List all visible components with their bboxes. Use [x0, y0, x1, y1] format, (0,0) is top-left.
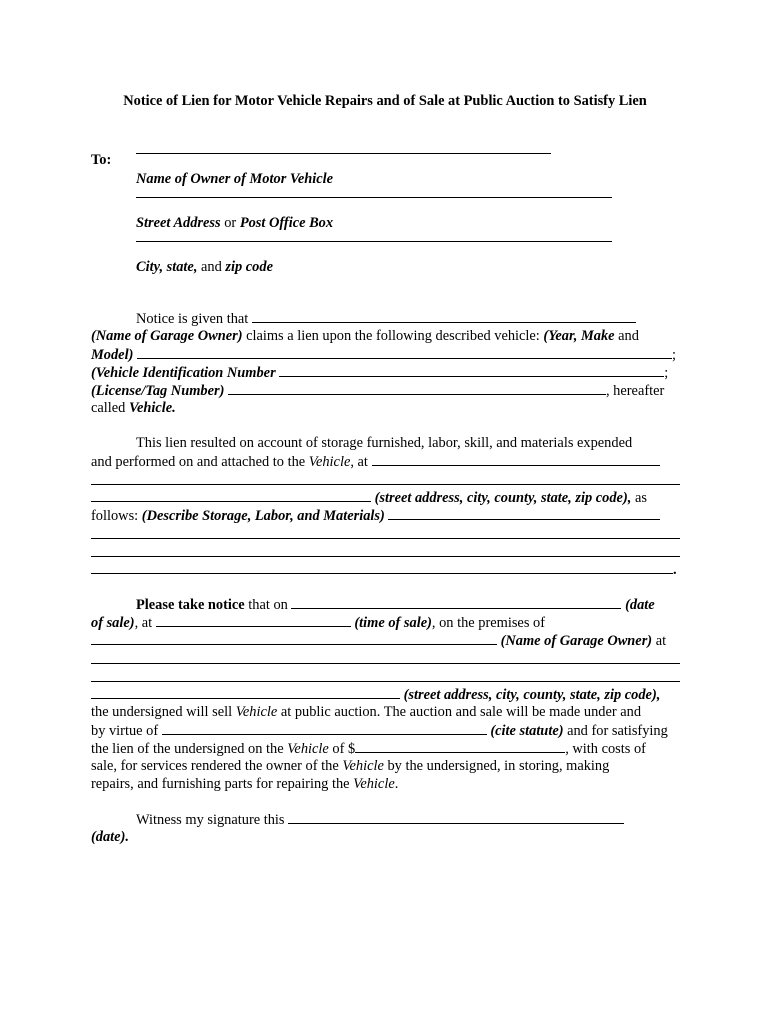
- sale-location-field-2[interactable]: [91, 681, 680, 682]
- signature-date-field[interactable]: [288, 811, 624, 824]
- sale-line-9: the lien of the undersigned on the Vehicle of $ , with costs of: [91, 741, 646, 757]
- notice-line-5: (License/Tag Number) , hereafter: [91, 383, 665, 399]
- street-address-caption: Street Address or Post Office Box: [136, 215, 334, 231]
- sale-line-2: of sale), at (time of sale), on the premises of: [91, 615, 546, 631]
- sale-location-field-3[interactable]: [91, 686, 400, 699]
- notice-line-6: called Vehicle.: [91, 400, 176, 416]
- time-of-sale-field[interactable]: [156, 614, 351, 627]
- vin-field[interactable]: [279, 364, 664, 377]
- year-make-model-field[interactable]: [137, 346, 672, 359]
- lien-location-field-3[interactable]: [91, 489, 371, 502]
- garage-owner-field[interactable]: [252, 310, 636, 323]
- lien-line-1: This lien resulted on account of storage furnished, labor, skill, and materials expended: [136, 435, 633, 451]
- sale-line-6: (street address, city, county, state, zip code),: [91, 686, 660, 704]
- description-field-2[interactable]: [91, 538, 680, 539]
- notice-line-1: Notice is given that: [136, 310, 636, 328]
- sale-line-7: the undersigned will sell Vehicle at public auction. The auction and sale will be made under and: [91, 704, 642, 720]
- lien-line-4: (street address, city, county, state, zip code), as: [91, 489, 647, 507]
- street-address-field[interactable]: [136, 197, 612, 198]
- owner-name-caption: Name of Owner of Motor Vehicle: [136, 171, 334, 187]
- lien-line-5: follows: (Describe Storage, Labor, and Materials): [91, 507, 660, 525]
- sale-line-1: Please take notice that on (date: [136, 597, 655, 613]
- city-state-zip-field[interactable]: [136, 241, 612, 242]
- sale-location-field[interactable]: [91, 663, 680, 664]
- city-state-zip-caption: City, state, and zip code: [136, 259, 273, 275]
- notice-line-2: (Name of Garage Owner) claims a lien upon the following described vehicle: (Year, Make and: [91, 328, 639, 344]
- amount-field[interactable]: [355, 740, 565, 753]
- statute-field[interactable]: [162, 722, 487, 735]
- sale-line-8: by virtue of (cite statute) and for satisfying: [91, 723, 668, 739]
- owner-name-field[interactable]: [136, 153, 551, 154]
- sale-line-11: repairs, and furnishing parts for repairing the Vehicle.: [91, 776, 399, 792]
- witness-line: Witness my signature this: [136, 811, 624, 829]
- document-title: Notice of Lien for Motor Vehicle Repairs and of Sale at Public Auction to Satisfy Lien: [123, 93, 647, 109]
- lien-line-8: .: [91, 561, 677, 579]
- lien-location-field[interactable]: [372, 453, 660, 466]
- date-caption: (date).: [91, 829, 129, 845]
- lien-location-field-2[interactable]: [91, 484, 680, 485]
- notice-line-4: (Vehicle Identification Number ;: [91, 365, 669, 381]
- sale-garage-owner-field[interactable]: [91, 632, 497, 645]
- date-of-sale-field[interactable]: [291, 596, 621, 609]
- notice-line-3: Model) ;: [91, 347, 676, 363]
- lien-line-2: and performed on and attached to the Vehicle, at: [91, 453, 660, 471]
- description-field[interactable]: [388, 507, 660, 520]
- description-field-3[interactable]: [91, 556, 680, 557]
- license-tag-field[interactable]: [228, 382, 606, 395]
- description-field-4[interactable]: [91, 561, 673, 574]
- sale-line-3: (Name of Garage Owner) at: [91, 632, 666, 650]
- sale-line-10: sale, for services rendered the owner of the Vehicle by the undersigned, in storing, making: [91, 758, 610, 774]
- to-label: To:: [91, 152, 112, 168]
